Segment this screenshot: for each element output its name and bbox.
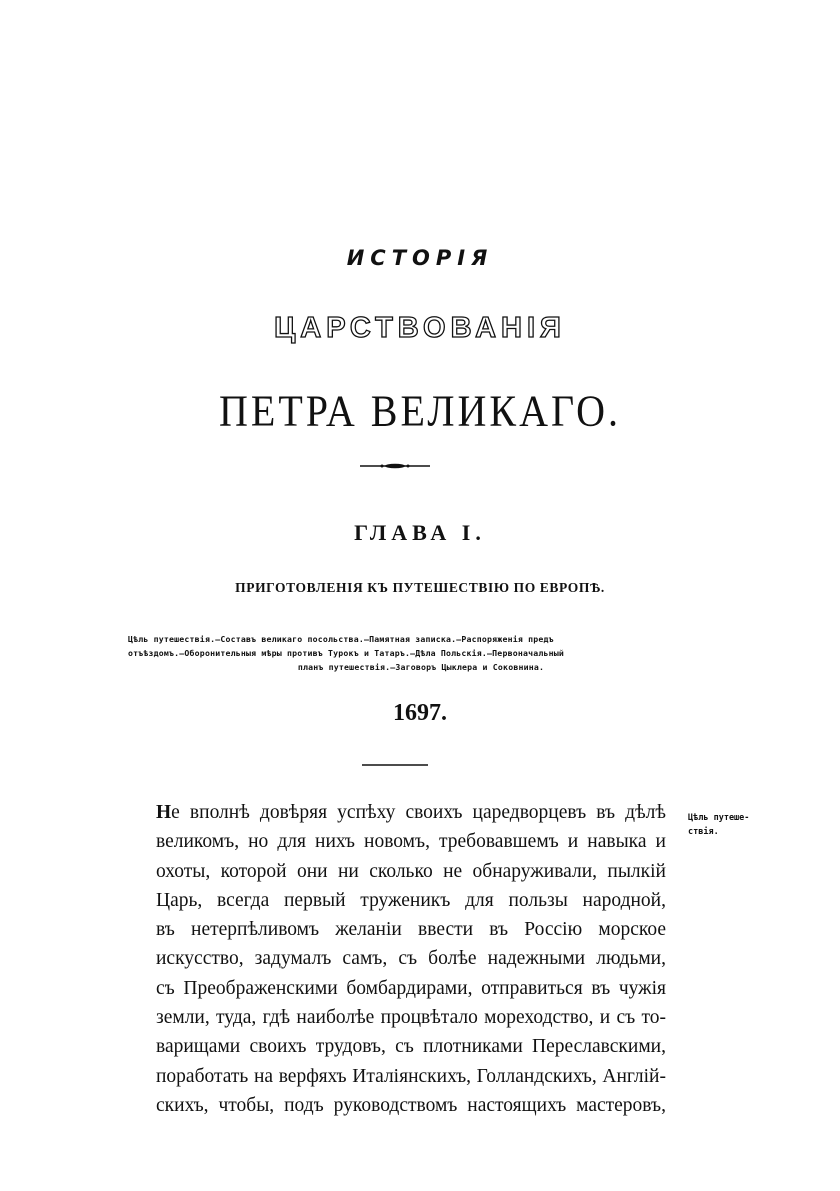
body-line: земли, туда, гдѣ наиболѣе процвѣтало мореходство, и съ то- <box>156 1007 666 1029</box>
body-line: въ нетерпѣливомъ желаніи ввести въ Россію морское <box>156 919 666 941</box>
body-line: охоты, которой они ни сколько не обнаруживали, пылкій <box>156 860 666 882</box>
ornament-divider-top <box>360 463 430 469</box>
title-reign: ЦАРСТВОВАНІЯ <box>274 312 566 344</box>
body-paragraph <box>156 798 666 1120</box>
body-line: искусство, задумалъ самъ, съ болѣе надежными людьми, <box>156 948 666 970</box>
margin-note-line: Цѣль путеше- <box>688 813 750 823</box>
body-line: варищами своихъ трудовъ, съ плотниками Переславскими, <box>156 1036 666 1058</box>
body-line: скихъ, чтобы, подъ руководствомъ настоящихъ мастеровъ, <box>156 1094 666 1116</box>
title-peter-the-great: ПЕТРА ВЕЛИКАГО. <box>219 385 621 436</box>
body-line: Не вполнѣ довѣряя успѣху своихъ царедворцевъ въ дѣлѣ <box>156 802 666 823</box>
title-history: ИСТОРІЯ <box>346 246 494 270</box>
chapter-heading: ГЛАВА I. <box>354 520 486 545</box>
margin-note-line: ствія. <box>688 827 719 837</box>
divider-line <box>360 762 430 768</box>
body-line: съ Преображенскими бомбардирами, отправиться въ чужія <box>156 977 666 999</box>
summary-line: Цѣль путешествія.—Составъ великаго посольства.—Памятная записка.—Распоряженія предъ <box>128 634 554 644</box>
summary-line: планъ путешествія.—Заговоръ Цыклера и Соковнина. <box>297 662 545 672</box>
body-line: Царь, всегда первый труженикъ для пользы народной, <box>156 889 666 911</box>
margin-note <box>688 811 768 839</box>
chapter-summary <box>128 632 714 674</box>
chapter-subtitle: ПРИГОТОВЛЕНІЯ КЪ ПУТЕШЕСТВІЮ ПО ЕВРОПѢ. <box>235 580 605 595</box>
chapter-year: 1697. <box>393 700 447 726</box>
body-line: великомъ, но для нихъ новомъ, требовавшемъ и навыка и <box>156 831 666 853</box>
body-line: поработать на верфяхъ Италіянскихъ, Голландскихъ, Англій- <box>156 1065 666 1087</box>
summary-line: отъѣздомъ.—Оборонительныя мѣры противъ Турокъ и Татаръ.—Дѣла Польскія.—Первоначальный <box>128 648 564 658</box>
